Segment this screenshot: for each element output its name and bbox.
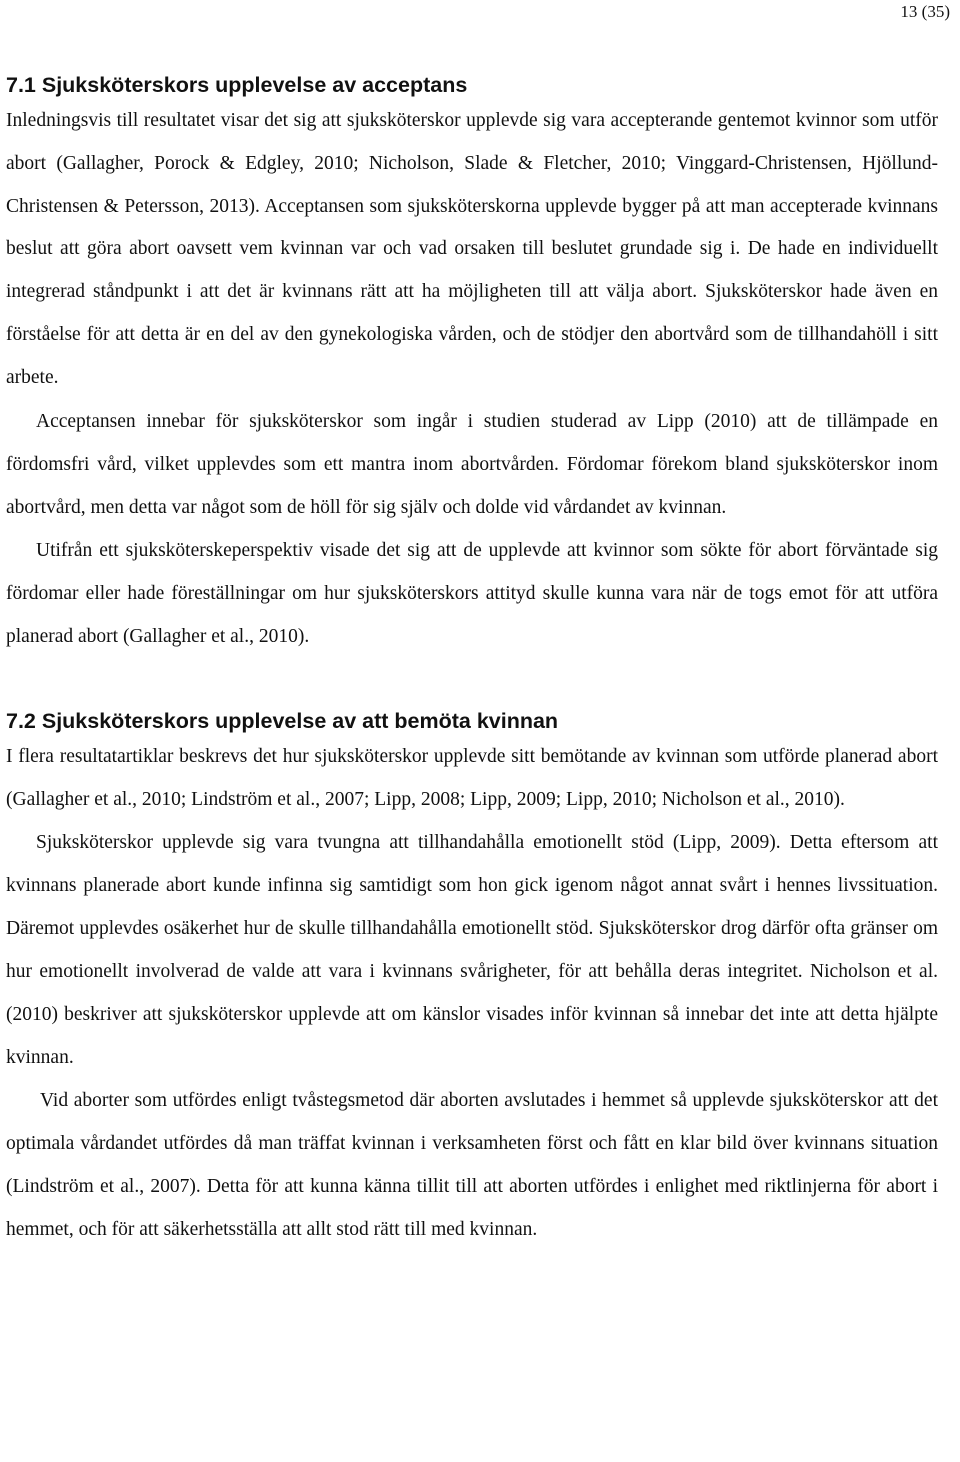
- paragraph: I flera resultatartiklar beskrevs det hur sjuksköterskor upplevde sitt bemötande av kvinnan som utförde planerad abort (Gallagher et al., 2010; Lindström et al., 2007; Lipp, 2008; Lipp, 2009; Lipp, 2010; Nicholson et al., 2010).: [6, 746, 938, 811]
- paragraph: Inledningsvis till resultatet visar det sig att sjuksköterskor upplevde sig vara accepterande gentemot kvinnor som utför abort (Gallagher, Porock & Edgley, 2010; Nicholson, Slade & Fletcher, 2010; Vinggard-Christensen, Hjöllund-Christensen & Petersson, 2013). Acceptansen som sjuksköterskorna upplevde bygger på att man accepterade kvinnans beslut att göra abort oavsett vem kvinnan var och vad orsaken till beslutet grundade sig i. De hade en individuellt integrerad ståndpunkt i att det är kvinnans rätt att ha möjligheten till att välja abort. Sjuksköterskor hade även en förståelse för att detta är en del av den gynekologiska vården, och de stödjer den abortvård som de tillhandahöll i sitt arbete.: [6, 109, 938, 388]
- page-number: 13 (35): [900, 2, 950, 21]
- paragraph: Vid aborter som utfördes enligt tvåstegsmetod där aborten avslutades i hemmet så upplevde sjuksköterskor att det optimala vårdandet utfördes då man träffat kvinnan i verksamheten först och fått en klar bild över kvinnans situation (Lindström et al., 2007). Detta för att kunna känna tillit till att aborten utfördes i enlighet med riktlinjerna för abort i hemmet, och för att säkerhetsställa att allt stod rätt till med kvinnan.: [6, 1090, 938, 1241]
- section-heading-7-2: 7.2 Sjuksköterskors upplevelse av att bemöta kvinnan: [6, 708, 559, 733]
- section-bemota-kvinnan: [6, 708, 938, 1252]
- paragraph: Utifrån ett sjuksköterskeperspektiv visade det sig att de upplevde att kvinnor som sökte för abort förväntade sig fördomar eller hade föreställningar om hur sjuksköterskors attityd skulle kunna vara när de togs emot för att utföra planerad abort (Gallagher et al., 2010).: [6, 539, 938, 647]
- document-body: [6, 72, 938, 1251]
- section-acceptans: [6, 72, 938, 658]
- paragraph: Acceptansen innebar för sjuksköterskor som ingår i studien studerad av Lipp (2010) att de tillämpade en fördomsfri vård, vilket upplevdes som ett mantra inom abortvården. Fördomar förekom bland sjuksköterskor inom abortvård, men detta var något som de höll för sig själv och dolde vid vårdandet av kvinnan.: [6, 410, 938, 518]
- section-heading-7-1: 7.1 Sjuksköterskors upplevelse av acceptans: [6, 73, 468, 97]
- paragraph: Sjuksköterskor upplevde sig vara tvungna att tillhandahålla emotionellt stöd (Lipp, 2009). Detta eftersom att kvinnans planerade abort kunde infinna sig samtidigt som hon gick igenom något annat svårt i hennes livssituation. Däremot upplevdes osäkerhet hur de skulle tillhandahålla emotionellt stöd. Sjuksköterskor drog därför ofta gränser om hur emotionellt involverad de valde att vara i kvinnans svårigheter, för att behålla deras integritet. Nicholson et al. (2010) beskriver att sjuksköterskor upplevde att om känslor visades inför kvinnan så innebar det inte att detta hjälpte kvinnan.: [6, 832, 938, 1069]
